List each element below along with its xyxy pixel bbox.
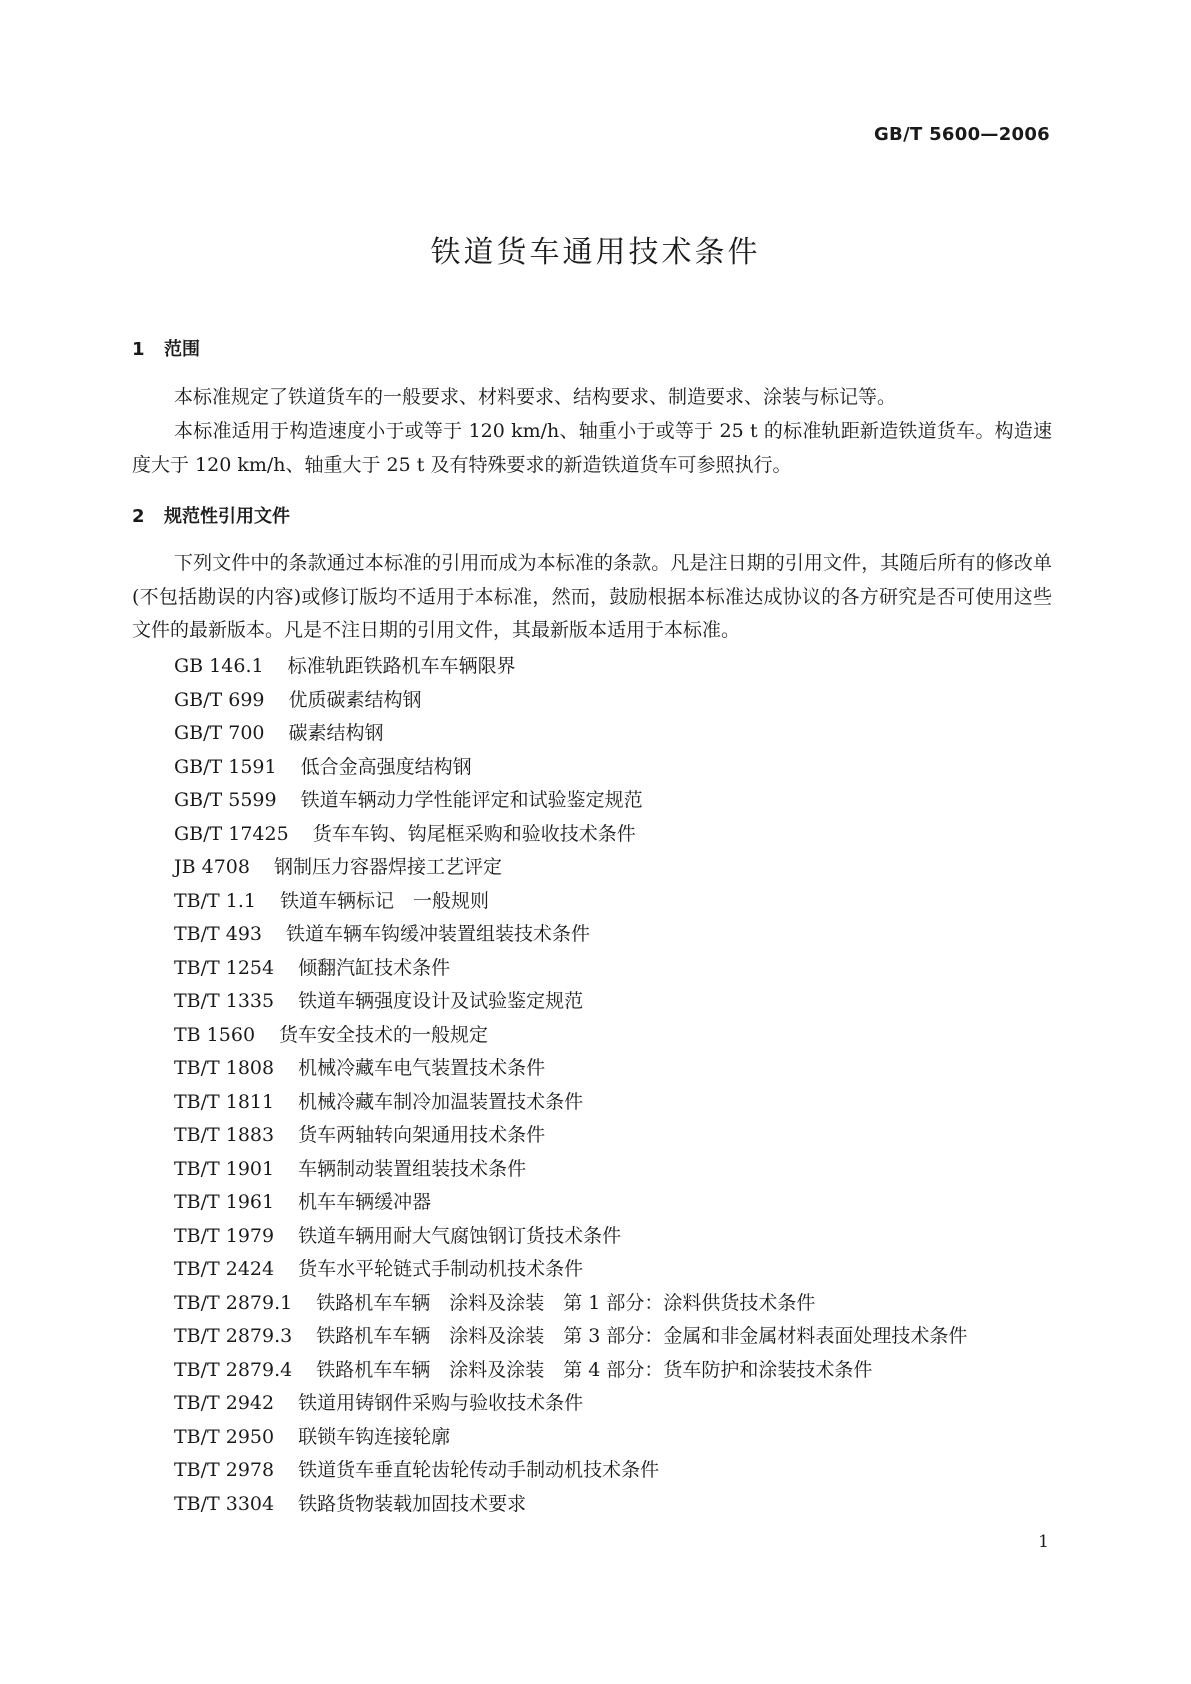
- reference-code: TB/T 1979: [174, 1224, 275, 1247]
- reference-code: TB/T 2424: [174, 1258, 275, 1280]
- section-2-heading: [132, 505, 290, 529]
- reference-code: TB/T 1811: [174, 1090, 275, 1113]
- section-1-number: 1: [132, 339, 145, 360]
- reference-item: [174, 1320, 967, 1354]
- reference-code: TB/T 2879.1: [174, 1291, 293, 1314]
- reference-code: TB/T 1254: [174, 956, 275, 979]
- reference-title: 优质碳素结构钢: [288, 688, 422, 711]
- reference-code: TB 1560: [174, 1023, 256, 1046]
- reference-code: TB/T 2879.4: [174, 1358, 293, 1381]
- reference-title: 货车安全技术的一般规定: [279, 1023, 489, 1046]
- reference-title: 机械冷藏车电气装置技术条件: [298, 1057, 546, 1079]
- reference-title: 车辆制动装置组装技术条件: [298, 1157, 527, 1180]
- reference-title: 铁路货物装载加固技术要求: [298, 1492, 527, 1515]
- reference-code: JB 4708: [174, 856, 250, 878]
- reference-title: 机械冷藏车制冷加温装置技术条件: [298, 1090, 584, 1113]
- reference-code: GB/T 1591: [174, 755, 277, 778]
- reference-item: [174, 1488, 967, 1522]
- reference-title: 低合金高强度结构钢: [300, 755, 472, 778]
- reference-code: TB/T 1901: [174, 1157, 275, 1180]
- reference-title: 铁道用铸钢件采购与验收技术条件: [298, 1392, 584, 1414]
- reference-item: [174, 650, 967, 684]
- reference-item: [174, 1019, 967, 1053]
- reference-item: [174, 1387, 967, 1421]
- reference-list: [174, 650, 967, 1521]
- reference-code: GB/T 700: [174, 722, 265, 744]
- reference-code: TB/T 1.1: [174, 889, 256, 912]
- reference-code: GB 146.1: [174, 655, 264, 677]
- reference-item: [174, 985, 967, 1019]
- reference-item: [174, 1086, 967, 1120]
- reference-title: 货车两轴转向架通用技术条件: [298, 1124, 546, 1146]
- reference-title: 倾翻汽缸技术条件: [298, 956, 451, 979]
- scope-paragraph-2: 本标准适用于构造速度小于或等于 120 km/h、轴重小于或等于 25 t 的标准轨距新造铁道货车。构造速度大于 120 km/h、轴重大于 25 t 及有特殊要求的新造铁道货车可参照执行。: [132, 420, 1052, 476]
- reference-item: [174, 1454, 967, 1488]
- reference-item: [174, 1153, 967, 1187]
- document-title: 铁道货车通用技术条件: [430, 235, 761, 270]
- reference-code: TB/T 1335: [174, 990, 275, 1012]
- page-number: 1: [1038, 1532, 1049, 1552]
- reference-code: TB/T 2879.3: [174, 1325, 293, 1347]
- section-2-title: 规范性引用文件: [164, 506, 290, 527]
- reference-item: [174, 818, 967, 852]
- reference-item: [174, 851, 967, 885]
- reference-title: 机车车辆缓冲器: [298, 1191, 432, 1213]
- reference-item: [174, 1052, 967, 1086]
- reference-title: 货车水平轮链式手制动机技术条件: [298, 1258, 584, 1280]
- section-1-heading: [132, 338, 200, 362]
- section-1-title: 范围: [164, 339, 200, 360]
- reference-item: [174, 952, 967, 986]
- reference-title: 铁道货车垂直轮齿轮传动手制动机技术条件: [298, 1459, 660, 1481]
- reference-title: 联锁车钩连接轮廓: [298, 1425, 451, 1448]
- reference-item: [174, 784, 967, 818]
- reference-title: 铁道车辆动力学性能评定和试验鉴定规范: [300, 789, 643, 811]
- reference-item: [174, 1253, 967, 1287]
- reference-code: GB/T 17425: [174, 822, 289, 845]
- reference-item: [174, 684, 967, 718]
- reference-title: 钢制压力容器焊接工艺评定: [273, 856, 502, 878]
- reference-code: TB/T 2978: [174, 1459, 275, 1481]
- reference-item: [174, 1421, 967, 1455]
- reference-code: TB/T 2942: [174, 1392, 275, 1414]
- reference-item: [174, 1186, 967, 1220]
- reference-code: TB/T 3304: [174, 1492, 275, 1515]
- standard-code: GB/T 5600—2006: [873, 124, 1050, 145]
- reference-code: TB/T 2950: [174, 1425, 275, 1448]
- reference-code: TB/T 1961: [174, 1191, 275, 1213]
- scope-paragraph-1: 本标准规定了铁道货车的一般要求、材料要求、结构要求、制造要求、涂装与标记等。: [174, 386, 897, 408]
- references-intro-paragraph: 下列文件中的条款通过本标准的引用而成为本标准的条款。凡是注日期的引用文件，其随后所有的修改单(不包括勘误的内容)或修订版均不适用于本标准，然而，鼓励根据本标准达成协议的各方研究是否可使用这些文件的最新版本。凡是不注日期的引用文件，其最新版本适用于本标准。: [132, 552, 1052, 641]
- reference-item: [174, 918, 967, 952]
- reference-item: [174, 751, 967, 785]
- reference-title: 铁道车辆标记 一般规则: [279, 889, 489, 912]
- reference-code: TB/T 493: [174, 923, 263, 945]
- reference-title: 铁路机车车辆 涂料及涂装 第 1 部分：涂料供货技术条件: [316, 1291, 816, 1314]
- reference-title: 标准轨距铁路机车车辆限界: [287, 655, 516, 677]
- reference-item: [174, 1220, 967, 1254]
- reference-title: 铁道车辆车钩缓冲装置组装技术条件: [286, 923, 591, 945]
- reference-code: TB/T 1883: [174, 1124, 275, 1146]
- reference-code: GB/T 5599: [174, 789, 277, 811]
- reference-title: 铁路机车车辆 涂料及涂装 第 4 部分：货车防护和涂装技术条件: [316, 1358, 873, 1381]
- reference-title: 货车车钩、钩尾框采购和验收技术条件: [312, 822, 636, 845]
- reference-item: [174, 717, 967, 751]
- reference-code: GB/T 699: [174, 688, 265, 711]
- reference-item: [174, 1287, 967, 1321]
- reference-item: [174, 1119, 967, 1153]
- reference-item: [174, 1354, 967, 1388]
- reference-item: [174, 885, 967, 919]
- section-2-number: 2: [132, 506, 145, 527]
- reference-code: TB/T 1808: [174, 1057, 275, 1079]
- reference-title: 碳素结构钢: [288, 722, 384, 744]
- reference-title: 铁道车辆强度设计及试验鉴定规范: [298, 990, 584, 1012]
- reference-title: 铁道车辆用耐大气腐蚀钢订货技术条件: [298, 1224, 622, 1247]
- reference-title: 铁路机车车辆 涂料及涂装 第 3 部分：金属和非金属材料表面处理技术条件: [316, 1325, 968, 1347]
